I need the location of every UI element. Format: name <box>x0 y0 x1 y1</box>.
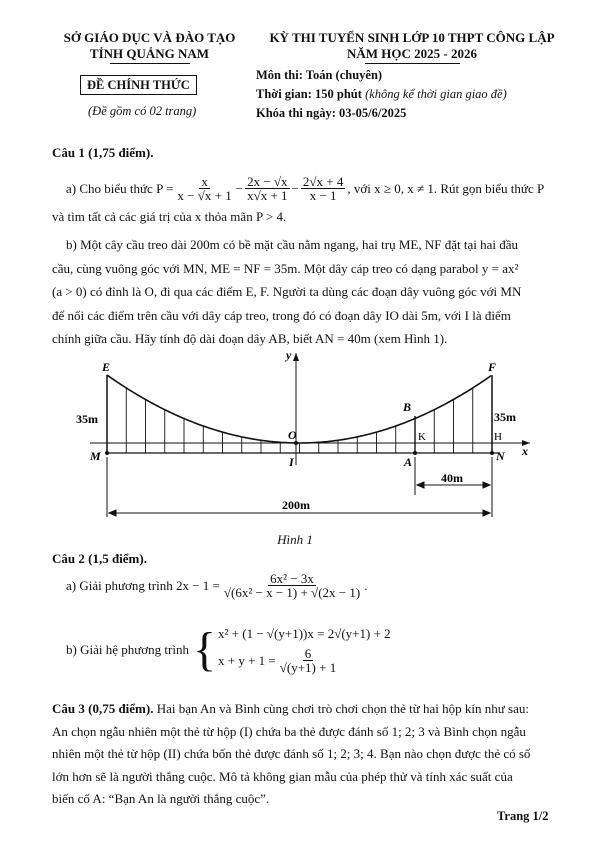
q3-line-2: An chọn ngẫu nhiên một thẻ từ hộp (I) chứa ba thẻ được đánh số 1; 2; 3 và Bình chọn ngẫu <box>52 723 526 739</box>
fraction-3 <box>301 175 345 202</box>
question-3-text <box>52 698 557 811</box>
subject-value: Toán (chuyên) <box>305 68 383 82</box>
eq2-denominator: √(y+1) + 1 <box>279 660 337 675</box>
time-value: 150 phút <box>315 87 362 101</box>
label-i: I <box>289 455 294 469</box>
pages-note: (Đề gồm có 02 trang) <box>88 104 197 118</box>
question-1a-line-2: và tìm tất cả các giá trị của x thỏa mãn P > 4. <box>52 209 287 224</box>
label-k: K <box>418 431 426 443</box>
system-equation-2-fraction <box>278 647 338 674</box>
time-label: Thời gian: <box>256 87 312 101</box>
point-m <box>105 451 109 455</box>
q1b-line-5: chính giữa cầu. Hãy tính độ dài đoạn dây AB, biết AN = 40m (xem Hình 1). <box>52 331 448 346</box>
label-b: B <box>403 400 412 414</box>
q1b-line-4: để nối các điểm trên cầu với dây cáp treo, trong đó có đoạn dây IO dài 5m, với I là điểm <box>52 307 511 323</box>
header-divider <box>110 63 190 64</box>
figure-caption: Hình 1 <box>277 532 313 547</box>
fraction-2 <box>245 175 289 202</box>
label-x: x <box>522 444 528 458</box>
point-n <box>490 451 494 455</box>
system-equations <box>218 625 391 674</box>
system-equation-2 <box>218 647 391 674</box>
date-value: 03-05/6/2025 <box>339 106 407 120</box>
question-2-title: Câu 2 (1,5 điểm). <box>52 551 147 566</box>
fraction-2-denominator: x√x + 1 <box>247 188 288 203</box>
label-left-height: 35m <box>76 412 98 426</box>
q3-line-3: nhiên một thẻ từ hộp (II) chứa bốn thẻ được đánh số 1; 2; 3; 4. Bạn nào chọn được thẻ có số <box>52 746 531 761</box>
subject-label: Môn thi: <box>256 68 303 82</box>
date-row <box>256 104 507 123</box>
fraction-3-denominator: x − 1 <box>309 188 337 203</box>
system-brace: { <box>192 622 217 676</box>
subject-row <box>256 66 507 85</box>
q3-line-5: biến cố A: “Bạn An là người thắng cuộc”. <box>52 791 270 806</box>
fraction-1 <box>175 175 233 202</box>
label-e: E <box>102 360 111 374</box>
label-a: A <box>404 455 413 469</box>
label-right-height: 35m <box>494 410 516 424</box>
time-note: (không kể thời gian giao đề) <box>365 87 507 101</box>
q1a-condition: , với x ≥ 0, x ≠ 1. Rút gọn biểu thức P <box>347 180 545 196</box>
q2a-prefix: a) Giải phương trình 2x − 1 = <box>66 577 220 593</box>
y-axis-arrow <box>293 353 299 361</box>
label-m: M <box>90 449 101 463</box>
question-1a-expression: a) Cho biểu thức P = $\frac{x}{x - √x + 1}$ − $\frac{2x - √x}{x√x + 1}$ − $\frac{2√x + 4}{x - 1}$ , với x ≥ 0, x ≠ 1. Rút gọn biểu thức P <box>66 174 545 203</box>
q2a-fraction <box>222 572 362 599</box>
eq2-numerator: 6 <box>304 646 312 661</box>
q1b-line-3: (a > 0) có đỉnh là O, đi qua các điểm E, F. Người ta dùng các đoạn dây vuông góc với MN <box>52 284 522 299</box>
q3-line-1-text: Hai bạn An và Bình cùng chơi trò chơi chọn thẻ từ hai hộp kín như sau: <box>156 701 529 716</box>
department-line-2: TỈNH QUẢNG NAM <box>89 46 210 61</box>
system-equation-2-left: x + y + 1 = <box>218 652 276 668</box>
question-2a-equation: a) Giải phương trình 2x − 1 = $\frac{\text{6x² − 3x}}{\text{√(6x² − x − 1) + √(2x − 1)}}$ . <box>66 571 368 600</box>
q3-line-4: lớn hơn sẽ là người thắng cuộc. Mô tả không gian mẫu của phép thử và tính xác suất của <box>52 768 513 784</box>
fraction-3-numerator: 2√x + 4 <box>302 174 344 189</box>
q1b-line-1: b) Một cây cầu treo dài 200m có bề mặt cầu nằm ngang, hai trụ ME, NF đặt tại hai đầu <box>66 237 518 252</box>
point-a <box>413 451 417 455</box>
label-o: O <box>288 428 297 442</box>
q2a-numerator: 6x² − 3x <box>270 571 314 586</box>
label-n: N <box>496 449 505 463</box>
system-equation-1: x² + (1 − √(y+1))x = 2√(y+1) + 2 <box>218 626 391 641</box>
label-y: y <box>286 348 292 362</box>
deck <box>107 443 500 453</box>
department-name <box>52 30 247 62</box>
q1b-line-2: cầu, cùng vuông góc với MN, ME = NF = 35m. Một dây cáp treo có dạng parabol y = ax² <box>52 260 519 276</box>
fraction-2-numerator: 2x − √x <box>247 174 288 189</box>
page-number: Trang 1/2 <box>497 809 549 823</box>
question-1b-text <box>52 233 557 351</box>
time-row <box>256 85 507 104</box>
label-an-length: 40m <box>441 471 463 485</box>
label-f: F <box>488 360 497 374</box>
department-line-1: SỞ GIÁO DỤC VÀ ĐÀO TẠO <box>63 30 236 45</box>
exam-info <box>256 66 507 123</box>
official-exam-badge: ĐỀ CHÍNH THỨC <box>80 75 197 95</box>
date-label: Khóa thi ngày: <box>256 106 336 120</box>
exam-title-line-2: NĂM HỌC 2025 - 2026 <box>347 46 477 61</box>
fraction-1-numerator: x <box>201 174 208 189</box>
bridge-figure <box>60 345 540 545</box>
exam-title-line-1: KỲ THI TUYỂN SINH LỚP 10 THPT CÔNG LẬP <box>269 30 555 45</box>
question-1-title: Câu 1 (1,75 điểm). <box>52 145 154 160</box>
header-divider-2 <box>365 63 460 64</box>
fraction-1-denominator: x − √x + 1 <box>177 188 232 203</box>
question-3-title: Câu 3 (0,75 điểm). <box>52 701 154 716</box>
q3-line-1 <box>52 698 557 721</box>
q2a-denominator: √(6x² − x − 1) + √(2x − 1) <box>223 585 361 600</box>
q2b-prefix: b) Giải hệ phương trình <box>66 641 189 657</box>
q1a-prefix: a) Cho biểu thức P = <box>66 180 174 196</box>
exam-title <box>252 30 572 62</box>
question-2b-system <box>66 622 391 676</box>
label-h: H <box>494 431 502 443</box>
label-total-length: 200m <box>282 498 310 512</box>
